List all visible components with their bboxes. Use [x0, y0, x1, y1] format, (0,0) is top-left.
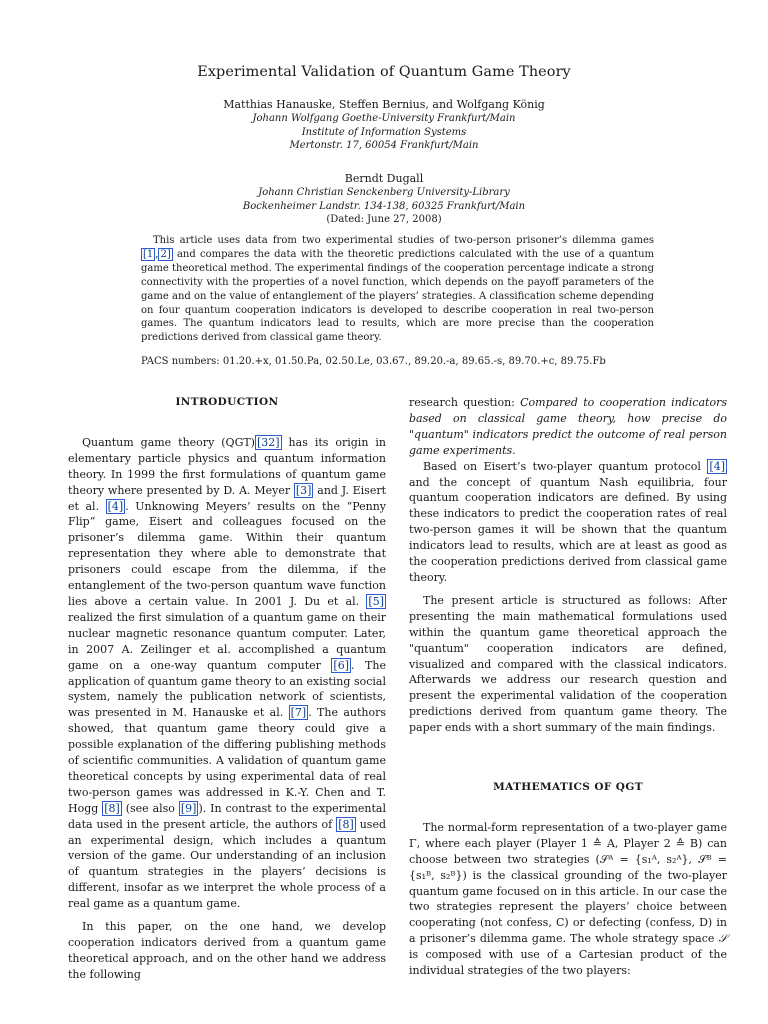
- citation-link[interactable]: [7]: [290, 706, 307, 720]
- paper-title: Experimental Validation of Quantum Game Theory: [197, 64, 571, 80]
- affiliation-line: Mertonstr. 17, 60054 Frankfurt/Main: [289, 140, 479, 151]
- citation-link[interactable]: [3]: [295, 483, 312, 497]
- affiliation-line: Bockenheimer Landstr. 134-138, 60325 Frankfurt/Main: [242, 200, 526, 212]
- intro-paragraph-1: Quantum game theory (QGT) [32] has its origin in elementary particle physics and quantum information theory. In 1999 the first formulations of quantum game theory where presented by D. A. Meyer [3] and J. Eisert et al. [4] . Unknowing Meyers’ results on the “Penny Flip” game, Eisert and colleagues focused on the prisoner’s dilemma game. Within their quantum representation they where able to demonstrate that prisoners could escape from the dilemma, if the entanglement of the two-person quantum wave function lies above a certain value. In 2001 J. Du et al. [5] realized the first simulation of a quantum game on their nuclear magnetic resonance quantum computer. Later, in 2007 A. Zeilinger et al. accomplished a quantum game on a one-way quantum computer [6] . The application of quantum game theory to an existing social system, namely the publication network of scientists, was presented in M. Hanauske et al. [7] . The authors showed, that quantum game theory could give a possible explanation of the differing publishing methods of scientific communities. A validation of quantum game theoretical concepts by using experimental data of real two-person games was addressed in K.-Y. Chen and T. Hogg [8] (see also [9] ). In contrast to the experimental data used in the present article, the authors of [8] used an experimental design, which includes a quantum version of the game. Our understanding of an inclusion of quantum strategies in the players’ decisions is different, insofar as we interpret the whole process of a real game as a quantum game.: [68, 435, 387, 911]
- citation-link[interactable]: [4]: [709, 459, 725, 473]
- author-block-1: [0, 98, 768, 153]
- research-question-paragraph: research question: Compared to cooperation indicators based on classical game theory, how precise do "quantum" indicators predict the outcome of real person game experiments.: [409, 396, 727, 457]
- abstract: This article uses data from two experimental studies of two-person prisoner’s dilemma games [1 , 2] and compares the data with the theoretic predictions calculated with the use of a quantum game theoretical method. The experimental findings of the cooperation percentage indicate a strong connectivity with the properties of a novel function, which depends on the payoff parameters of the game and on the value of entanglement of the players’ strategies. A classification scheme depending on four quantum cooperation indicators is developed to describe cooperation in real two-person games. The quantum indicators lead to results, which are more precise than the cooperation predictions derived from classical game theory.: [141, 235, 654, 344]
- dated-line: (Dated: June 27, 2008): [326, 214, 442, 225]
- right-paragraph-2: Based on Eisert’s two-player quantum protocol [4] and the concept of quantum Nash equilibria, four quantum cooperation indicators are defined. By using these indicators to predict the cooperation rates of real two-person games it will be shown that the quantum indicators lead to results, which are at least as good as the cooperation predictions derived from classical game theory.: [409, 459, 727, 584]
- left-column: [68, 395, 386, 983]
- citation-link[interactable]: [9]: [180, 801, 197, 815]
- right-column: [409, 395, 727, 979]
- citation-link[interactable]: [5]: [368, 594, 384, 608]
- author-line: Berndt Dugall: [344, 172, 424, 185]
- citation-link[interactable]: [6]: [333, 658, 350, 672]
- intro-paragraph-2: In this paper, on the one hand, we develop cooperation indicators derived from a quantum game theoretical approach, and on the other hand we address the following: [68, 920, 386, 981]
- math-paragraph-1: The normal-form representation of a two-player game Γ, where each player (Player 1 ≙ A, Player 2 ≙ B) can choose between two strategies (𝒮ᴬ = {s₁ᴬ, s₂ᴬ}, 𝒮ᴮ = {s₁ᴮ, s₂ᴮ}) is the classical grounding of the two-player quantum game focused on in this article. In our case the two strategies represent the players’ choice between cooperating (not confess, C) or defecting (confess, D) in a prisoner’s dilemma game. The whole strategy space 𝒮 is composed with use of a Cartesian product of the individual strategies of the two players:: [409, 820, 728, 978]
- section-heading-introduction: INTRODUCTION: [175, 396, 279, 408]
- citation-link[interactable]: [1: [143, 248, 154, 260]
- citation-link[interactable]: 2]: [160, 248, 171, 260]
- affiliation-line: Johann Wolfgang Goethe-University Frankfurt/Main: [252, 113, 516, 124]
- affiliation-line: Johann Christian Senckenberg University-Library: [258, 187, 510, 198]
- citation-link[interactable]: [8]: [338, 817, 354, 831]
- authors-line: Matthias Hanauske, Steffen Bernius, and Wolfgang König: [223, 98, 545, 111]
- right-paragraph-3: The present article is structured as follows: After presenting the main mathematical formulations used within the quantum game theoretical approach the "quantum" cooperation indicators are defined, visualized and compared with the classical indicators. Afterwards we address our research question and present the experimental validation of the cooperation predictions derived from quantum game theory. The paper ends with a short summary of the main findings.: [409, 593, 727, 735]
- author-block-2: [0, 172, 768, 227]
- citation-link[interactable]: [8]: [104, 801, 120, 815]
- section-heading-mathematics: MATHEMATICS OF QGT: [493, 781, 643, 794]
- citation-link[interactable]: [32]: [256, 435, 280, 449]
- pacs-numbers: PACS numbers: 01.20.+x, 01.50.Pa, 02.50.Le, 03.67., 89.20.-a, 89.65.-s, 89.70.+c, 89.75.Fb: [141, 356, 606, 367]
- citation-link[interactable]: [4]: [107, 499, 124, 513]
- affiliation-line: Institute of Information Systems: [301, 126, 467, 138]
